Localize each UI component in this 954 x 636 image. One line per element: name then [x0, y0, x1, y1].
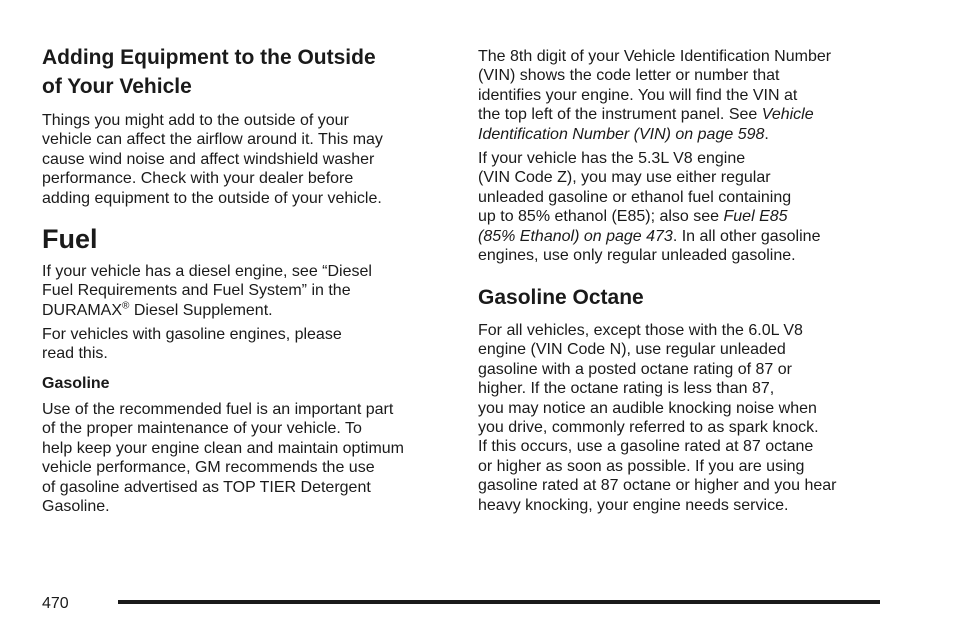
text-line: Things you might add to the outside of your: [42, 112, 349, 129]
text-line: engines, use only regular unleaded gasoline.: [478, 247, 796, 265]
text-line: [478, 105, 831, 124]
text-line: [478, 125, 831, 144]
text-line: of the proper maintenance of your vehicle. To: [42, 420, 362, 438]
text-fragment: .: [764, 125, 769, 143]
text-line: you drive, commonly referred to as spark knock.: [478, 419, 819, 437]
text-line: gasoline with a posted octane rating of 87 or: [478, 360, 792, 378]
page-number: 470: [42, 595, 69, 612]
text-line: (VIN) shows the code letter or number that: [478, 67, 780, 85]
text-fragment: the top left of the instrument panel. See: [478, 106, 762, 124]
duramax-text: DURAMAX: [42, 301, 123, 319]
text-line: higher. If the octane rating is less than 87,: [478, 380, 775, 398]
text-line: [42, 301, 372, 320]
text-line: help keep your engine clean and maintain optimum: [42, 439, 405, 457]
text-line: If your vehicle has the 5.3L V8 engine: [478, 150, 746, 167]
heading-line: Adding Equipment to the Outside: [42, 46, 376, 69]
vin-reference-link[interactable]: Vehicle: [761, 106, 814, 124]
text-line: Fuel Requirements and Fuel System” in the: [42, 282, 351, 300]
text-line: of gasoline advertised as TOP TIER Detergent: [42, 478, 371, 496]
text-fragment: up to 85% ethanol (E85); also see: [478, 208, 724, 226]
text-line: performance. Check with your dealer before: [42, 170, 354, 188]
paragraph-equipment: [42, 111, 383, 208]
text-line: For all vehicles, except those with the 6.0L V8: [478, 322, 803, 339]
paragraph-gasoline-engines: [42, 325, 342, 364]
text-line: identifies your engine. You will find the VIN at: [478, 86, 798, 104]
text-line: read this.: [42, 345, 108, 363]
text-line: [478, 207, 820, 226]
text-line: adding equipment to the outside of your vehicle.: [42, 189, 382, 207]
fuel-e85-reference-link[interactable]: (85% Ethanol) on page 473: [478, 227, 673, 245]
heading-gasoline-octane: Gasoline Octane: [478, 286, 644, 309]
text-line: (VIN Code Z), you may use either regular: [478, 169, 771, 187]
heading-adding-equipment: [42, 43, 376, 101]
text-line: heavy knocking, your engine needs service.: [478, 496, 789, 514]
text-line: Use of the recommended fuel is an important part: [42, 401, 394, 418]
heading-line: of Your Vehicle: [42, 75, 192, 98]
text-line: cause wind noise and affect windshield washer: [42, 150, 375, 168]
text-line: gasoline rated at 87 octane or higher and you hear: [478, 477, 837, 495]
text-line: The 8th digit of your Vehicle Identification Number: [478, 48, 832, 65]
text-line: If your vehicle has a diesel engine, see “Diesel: [42, 263, 372, 280]
text-line: vehicle can affect the airflow around it. This may: [42, 131, 383, 149]
paragraph-diesel: [42, 262, 372, 320]
text-line: unleaded gasoline or ethanol fuel containing: [478, 188, 792, 206]
paragraph-e85: [478, 149, 820, 265]
paragraph-vin: [478, 47, 831, 144]
text-line: For vehicles with gasoline engines, please: [42, 326, 342, 343]
paragraph-octane: [478, 321, 836, 515]
heading-fuel: Fuel: [42, 224, 98, 254]
vin-reference-link[interactable]: Identification Number (VIN) on page 598: [478, 125, 765, 143]
footer-rule: [118, 600, 880, 604]
text-line: Gasoline.: [42, 498, 110, 516]
text-line: If this occurs, use a gasoline rated at 87 octane: [478, 438, 814, 456]
text-line: engine (VIN Code N), use regular unleaded: [478, 341, 786, 359]
text-line: you may notice an audible knocking noise when: [478, 399, 817, 417]
text-line: or higher as soon as possible. If you are using: [478, 457, 805, 475]
text-line: vehicle performance, GM recommends the use: [42, 459, 375, 477]
fuel-e85-reference-link[interactable]: Fuel E85: [723, 208, 788, 226]
text-fragment: . In all other gasoline: [672, 227, 821, 245]
registered-mark: ®: [122, 300, 130, 312]
text-line: [478, 227, 820, 246]
supplement-text: Diesel Supplement.: [129, 301, 273, 319]
paragraph-gasoline: [42, 400, 404, 516]
heading-gasoline: Gasoline: [42, 375, 110, 392]
